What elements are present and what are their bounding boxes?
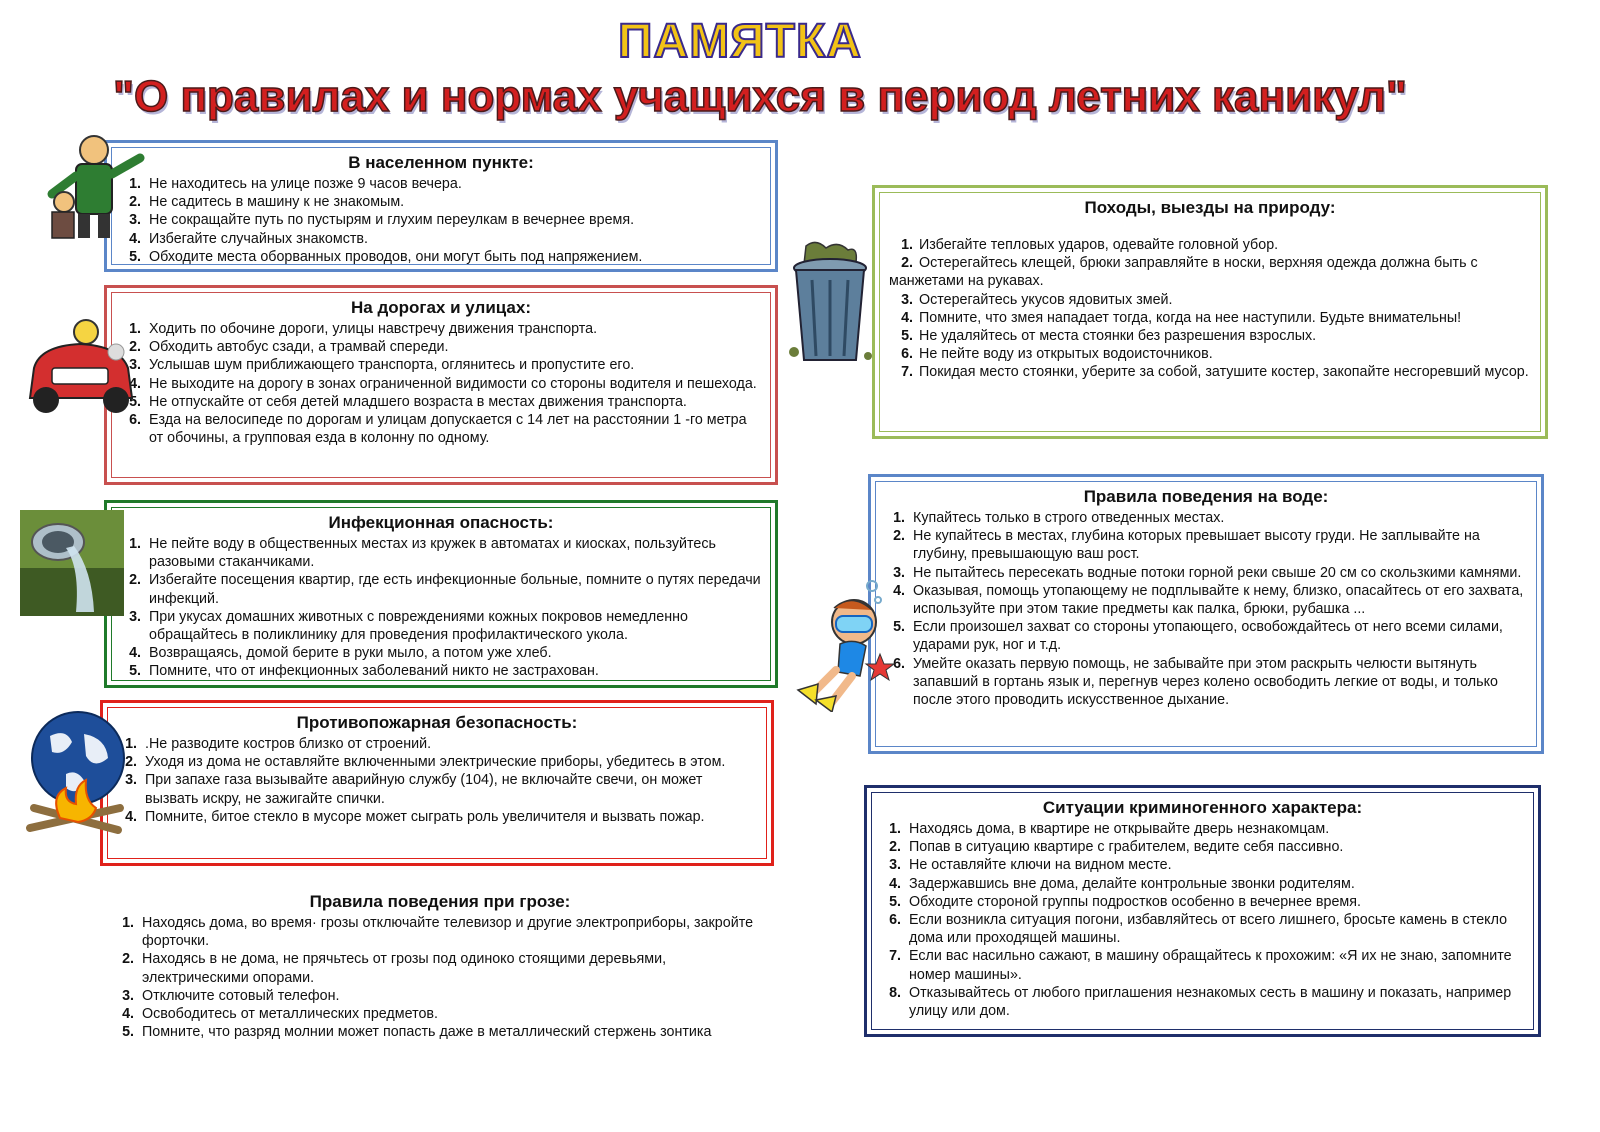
businessman-clipart xyxy=(36,128,146,243)
section-hiking xyxy=(872,185,1548,439)
list-item: 1. Не находитесь на улице позже 9 часов вечера. xyxy=(145,175,761,193)
list-item: 4. Оказывая, помощь утопающему не подплывайте к нему, близко, опасайтесь от его захвата, используйте при этом такие предметы как палка, брюки, рубашка ... xyxy=(909,582,1527,618)
page-title: ПАМЯТКА xyxy=(618,15,862,68)
list-item: 5. Обходите места оборванных проводов, они могут быть под напряжением. xyxy=(145,248,761,266)
list-item: 4. Не выходите на дорогу в зонах ограниченной видимости со стороны водителя и пешехода. xyxy=(145,375,761,393)
list-item: 6. Не пейте воду из открытых водоисточников. xyxy=(901,346,1213,363)
list-item: 2. Попав в ситуацию квартире с грабителем, ведите себя пассивно. xyxy=(905,838,1524,856)
list-item: 5. Помните, что от инфекционных заболеваний никто не застрахован. xyxy=(145,662,761,680)
list-item: 3. Остерегайтесь укусов ядовитых змей. xyxy=(901,291,1173,308)
list-item: 1. Купайтесь только в строго отведенных местах. xyxy=(909,509,1527,527)
section-title: Правила поведения на воде: xyxy=(1083,487,1329,506)
list-item: 2. Остерегайтесь клещей, брюки заправляйте в носки, верхняя одежда должна быть с манжетами на рукавах. xyxy=(889,255,1478,290)
section-title: На дорогах и улицах: xyxy=(351,298,531,317)
section-town xyxy=(104,140,778,272)
list-item: 4. Задержавшись вне дома, делайте контрольные звонки родителям. xyxy=(905,875,1524,893)
rule-list xyxy=(121,175,761,266)
list-item: 3. Не оставляйте ключи на видном месте. xyxy=(905,856,1524,874)
list-item: 3. При запахе газа вызывайте аварийную службу (104), не включайте свечи, он может вызвать искру, не зажигайте спички. xyxy=(141,771,757,807)
red-car-clipart xyxy=(20,312,140,422)
rule-list xyxy=(881,820,1524,1020)
list-item: 7. Если вас насильно сажают, в машину обращайтесь к прохожим: «Я их не знаю, запомните номер машины». xyxy=(905,947,1524,983)
list-item: 4. Возвращаясь, домой берите в руки мыло, а потом уже хлеб. xyxy=(145,644,761,662)
list-item: 6. Умейте оказать первую помощь, не забывайте при этом раскрыть челюсти вытянуть запавший в гортань язык и, перегнув через колено освободить легкие от воды, и только после этого проводить искусственное дыхание. xyxy=(909,655,1527,710)
sewage-pipe-clipart xyxy=(18,508,126,618)
list-item: 2. Уходя из дома не оставляйте включенными электрические приборы, убедитесь в этом. xyxy=(141,753,757,771)
list-item: 5. Не отпускайте от себя детей младшего возраста в местах движения транспорта. xyxy=(145,393,761,411)
list-item: 4. Освободитесь от металлических предметов. xyxy=(138,1005,766,1023)
section-roads xyxy=(104,285,778,485)
list-item: 1. .Не разводите костров близко от строений. xyxy=(141,735,757,753)
list-item: 2. Избегайте посещения квартир, где есть инфекционные больные, помните о путях передачи инфекций. xyxy=(145,571,761,607)
list-item: 2. Не садитесь в машину к не знакомым. xyxy=(145,193,761,211)
rule-list xyxy=(117,735,757,826)
rule-list xyxy=(885,509,1527,709)
list-item: 7. Покидая место стоянки, уберите за собой, затушите костер, закопайте несгоревший мусор. xyxy=(901,364,1529,381)
list-item: 3. Отключите сотовый телефон. xyxy=(138,987,766,1005)
list-item: 4. Избегайте случайных знакомств. xyxy=(145,230,761,248)
list-item: 3. Не пытайтесь пересекать водные потоки горной реки свыше 20 см со скользкими камнями. xyxy=(909,564,1527,582)
list-item: 1. Ходить по обочине дороги, улицы навстречу движения транспорта. xyxy=(145,320,761,338)
list-item: 3. При укусах домашних животных с повреждениями кожных покровов немедленно обращайтесь в поликлинику для проведения профилактического укола. xyxy=(145,608,761,644)
section-water xyxy=(868,474,1544,754)
section-title: Противопожарная безопасность: xyxy=(296,713,578,732)
trash-can-clipart xyxy=(786,240,876,370)
list-item: 1. Не пейте воду в общественных местах из кружек в автоматах и киосках, пользуйтесь разовыми стаканчиками. xyxy=(145,535,761,571)
rule-list xyxy=(121,535,761,681)
section-fire xyxy=(100,700,774,866)
list-item: 6. Езда на велосипеде по дорогам и улицам допускается с 14 лет на расстоянии 1 -го метра от обочины, а групповая езда в колонну по одному. xyxy=(145,411,761,447)
section-title: Походы, выезды на природу: xyxy=(1084,198,1336,217)
list-item: 2. Не купайтесь в местах, глубина которых превышает высоту груди. Не заплывайте на глубину, превышающую ваш рост. xyxy=(909,527,1527,563)
list-item: 1. Избегайте тепловых ударов, одевайте головной убор. xyxy=(901,237,1279,253)
list-item: 1. Находясь дома, в квартире не открывайте дверь незнакомцам. xyxy=(905,820,1524,838)
section-title: Ситуации криминогенного характера: xyxy=(1042,798,1363,817)
globe-campfire-clipart xyxy=(20,708,130,836)
diver-boy-clipart xyxy=(788,572,898,712)
list-item: 4. Помните, битое стекло в мусоре может сыграть роль увеличителя и вызвать пожар. xyxy=(141,808,757,826)
list-item: 4. Помните, что змея нападает тогда, когда на нее наступили. Будьте внимательны! xyxy=(901,309,1462,326)
list-item: 5. Если произошел захват со стороны утопающего, освобождайтесь от него всеми силами, ударами рук, ног и т.д. xyxy=(909,618,1527,654)
section-title: Инфекционная опасность: xyxy=(328,513,554,532)
list-item: 3. Не сокращайте путь по пустырям и глухим переулкам в вечернее время. xyxy=(145,211,761,229)
section-title: В населенном пункте: xyxy=(348,153,534,172)
section-title: Правила поведения при грозе: xyxy=(309,892,571,911)
rule-list xyxy=(121,320,761,447)
list-item: 1. Находясь дома, во время· грозы отключайте телевизор и другие электроприборы, закройте форточки. xyxy=(138,914,766,950)
list-item: 5. Обходите стороной группы подростков особенно в вечернее время. xyxy=(905,893,1524,911)
list-item: 5. Не удаляйтесь от места стоянки без разрешения взрослых. xyxy=(901,328,1317,345)
section-infection xyxy=(104,500,778,688)
section-crime xyxy=(864,785,1541,1037)
list-item: 3. Услышав шум приближающего транспорта, оглянитесь и пропустите его. xyxy=(145,356,761,374)
page-subtitle: "О правилах и нормах учащихся в период летних каникул" xyxy=(113,72,1407,121)
list-item: 5. Помните, что разряд молнии может попасть даже в металлический стержень зонтика xyxy=(138,1023,766,1041)
list-item: 8. Отказывайтесь от любого приглашения незнакомых сесть в машину и показать, например улицу или дом. xyxy=(905,984,1524,1020)
rule-list xyxy=(114,914,766,1041)
list-item: 2. Обходить автобус сзади, а трамвай спереди. xyxy=(145,338,761,356)
list-item: 6. Если возникла ситуация погони, избавляйтесь от всего лишнего, бросьте камень в стекло дома или проходящей машины. xyxy=(905,911,1524,947)
section-storm xyxy=(100,882,780,1062)
list-item: 2. Находясь в не дома, не прячьтесь от грозы под одиноко стоящими деревьями, электрическими опорами. xyxy=(138,950,766,986)
